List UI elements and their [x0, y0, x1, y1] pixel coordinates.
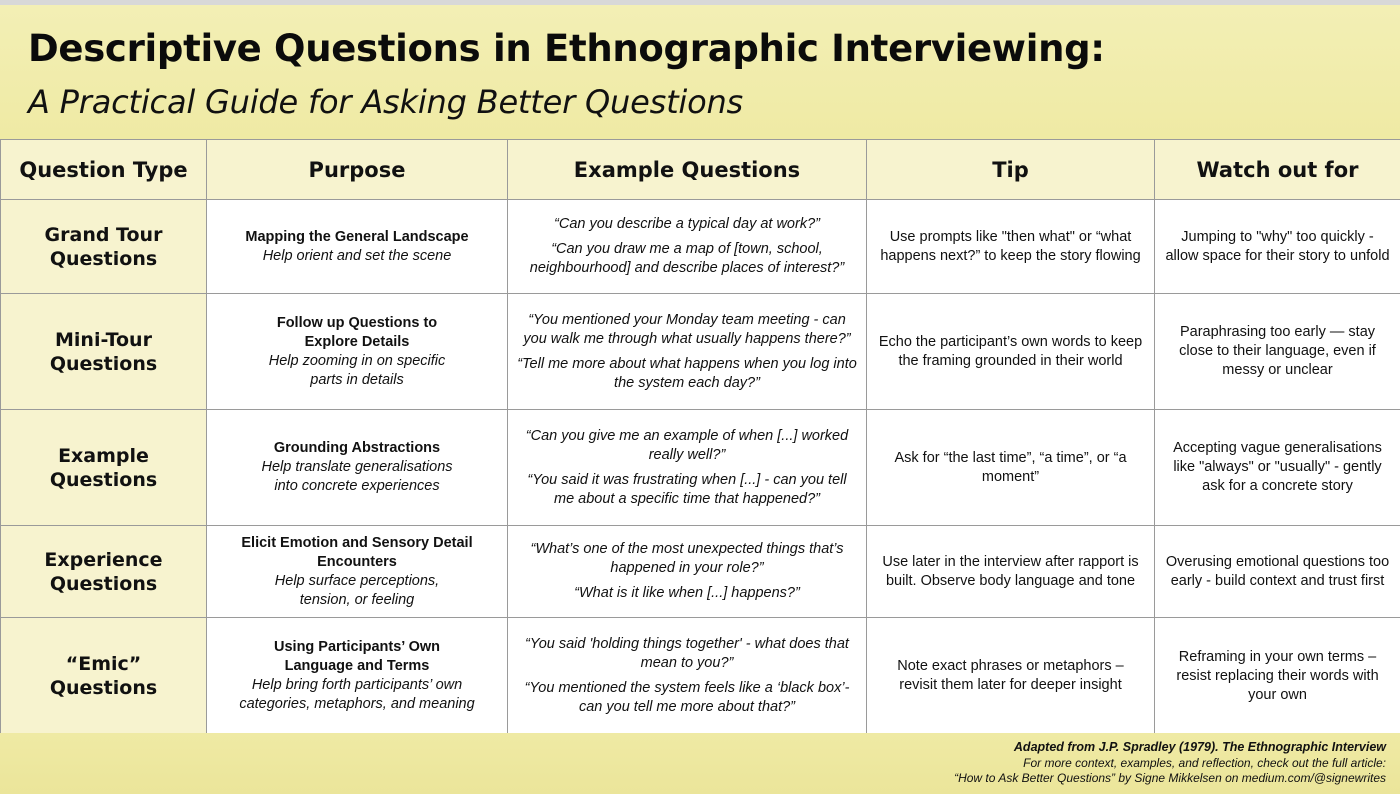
article-note: For more context, examples, and reflection, check out the full article:: [1023, 755, 1386, 770]
article-link[interactable]: “How to Ask Better Questions” by Signe Mikkelsen on medium.com/@signewrites: [954, 771, 1386, 785]
purpose-description: Help surface perceptions,: [274, 572, 440, 589]
purpose-description: parts in details: [310, 371, 404, 388]
purpose-cell: [207, 410, 508, 526]
attribution: [954, 740, 1386, 787]
watch-out-text: Overusing emotional questions too early - build context and trust first: [1165, 553, 1390, 589]
table-row: [1, 200, 1400, 294]
watch-out-cell: [1155, 410, 1400, 526]
example-question: “You mentioned your Monday team meeting - can you walk me through what usually happens there?”: [523, 311, 851, 347]
question-type-cell: [1, 200, 207, 294]
watch-out-cell: [1155, 294, 1400, 410]
purpose-heading: Grounding Abstractions: [273, 440, 441, 456]
question-type-label: Questions: [49, 572, 158, 595]
question-type-cell: [1, 294, 207, 410]
purpose-heading: Mapping the General Landscape: [245, 228, 469, 245]
table-row: [1, 526, 1400, 618]
example-question: “Can you give me an example of when [...] worked really well?”: [525, 427, 849, 463]
question-type-label: Example: [58, 444, 149, 467]
purpose-heading: Language and Terms: [284, 658, 430, 674]
purpose-heading: Elicit Emotion and Sensory Detail: [241, 534, 473, 551]
question-type-cell: [1, 526, 207, 618]
question-type-label: Questions: [49, 677, 158, 699]
tip-cell: [867, 294, 1155, 410]
question-type-label: Experience: [44, 548, 163, 571]
purpose-description: into concrete experiences: [274, 478, 440, 494]
tip-cell: [867, 410, 1155, 526]
purpose-cell: [207, 526, 508, 618]
column-header-question-type: Question Type: [1, 140, 207, 200]
page-title: Descriptive Questions in Ethnographic Interviewing:: [28, 27, 1105, 70]
purpose-description: Help orient and set the scene: [262, 247, 452, 264]
watch-out-cell: [1155, 200, 1400, 294]
watch-out-text: Accepting vague generalisations like "always" or "usually" - gently ask for a concrete story: [1173, 440, 1382, 494]
purpose-heading: Explore Details: [304, 333, 410, 350]
example-questions-cell: [508, 410, 867, 526]
example-questions-cell: [508, 294, 867, 410]
column-header-purpose: Purpose: [207, 140, 508, 200]
watch-out-text: Paraphrasing too early — stay close to their language, even if messy or unclear: [1179, 324, 1376, 378]
tip-text: Use later in the interview after rapport is built. Observe body language and tone: [882, 553, 1139, 589]
tip-cell: [867, 200, 1155, 294]
example-questions-cell: [508, 200, 867, 294]
purpose-cell: [207, 618, 508, 735]
purpose-description: Help zooming in on specific: [268, 352, 446, 369]
purpose-cell: [207, 200, 508, 294]
column-header-watch-out-for: Watch out for: [1155, 140, 1400, 200]
example-questions-cell: [508, 526, 867, 618]
tip-text: Echo the participant’s own words to keep the framing grounded in their world: [878, 333, 1143, 369]
purpose-description: categories, metaphors, and meaning: [239, 696, 475, 712]
purpose-description: tension, or feeling: [299, 591, 415, 608]
question-type-label: Questions: [49, 468, 158, 491]
question-type-cell: [1, 410, 207, 526]
purpose-heading: Follow up Questions to: [276, 314, 438, 331]
example-question: “What’s one of the most unexpected things that’s happened in your role?”: [530, 541, 844, 576]
tip-cell: [867, 618, 1155, 735]
source-citation: Adapted from J.P. Spradley (1979). The Ethnographic Interview: [1013, 740, 1386, 754]
question-type-label: “Emic”: [65, 653, 142, 675]
footer-banner: [0, 733, 1400, 794]
table-header-row: [1, 140, 1400, 200]
example-question: “You said it was frustrating when [...] - can you tell me about a specific time that happened?”: [527, 471, 847, 507]
watch-out-text: Reframing in your own terms – resist replacing their words with your own: [1176, 648, 1379, 703]
watch-out-cell: [1155, 526, 1400, 618]
purpose-heading: Using Participants’ Own: [274, 639, 440, 655]
purpose-heading: Encounters: [317, 553, 397, 570]
example-question: “You said 'holding things together' - what does that mean to you?”: [525, 636, 849, 671]
question-types-table: [0, 139, 1400, 735]
tip-text: Note exact phrases or metaphors – revisit them later for deeper insight: [897, 658, 1124, 693]
header-banner: [0, 5, 1400, 139]
example-question: “What is it like when [...] happens?”: [574, 585, 800, 601]
tip-text: Use prompts like "then what" or “what happens next?” to keep the story flowing: [880, 228, 1141, 264]
question-type-label: Questions: [49, 247, 158, 270]
question-type-label: Mini-Tour: [55, 328, 152, 351]
purpose-description: Help bring forth participants’ own: [251, 677, 463, 693]
purpose-description: Help translate generalisations: [261, 459, 453, 475]
table-row: [1, 618, 1400, 735]
watch-out-cell: [1155, 618, 1400, 735]
watch-out-text: Jumping to "why" too quickly - allow space for their story to unfold: [1165, 228, 1390, 264]
tip-cell: [867, 526, 1155, 618]
page-subtitle: A Practical Guide for Asking Better Questions: [28, 83, 744, 121]
example-questions-cell: [508, 618, 867, 735]
tip-text: Ask for “the last time”, “a time”, or “a moment”: [894, 449, 1127, 485]
column-header-tip: Tip: [867, 140, 1155, 200]
example-question: “Tell me more about what happens when you log into the system each day?”: [517, 355, 857, 391]
example-question: “Can you draw me a map of [town, school, neighbourhood] and describe places of interest?”: [529, 241, 845, 276]
question-type-label: Questions: [49, 352, 158, 375]
question-type-label: Grand Tour: [44, 223, 163, 246]
table-row: [1, 294, 1400, 410]
question-type-cell: [1, 618, 207, 735]
table-row: [1, 410, 1400, 526]
example-question: “You mentioned the system feels like a ‘black box’- can you tell me more about that?”: [524, 680, 850, 715]
purpose-cell: [207, 294, 508, 410]
example-question: “Can you describe a typical day at work?”: [554, 216, 820, 232]
column-header-example-questions: Example Questions: [508, 140, 867, 200]
